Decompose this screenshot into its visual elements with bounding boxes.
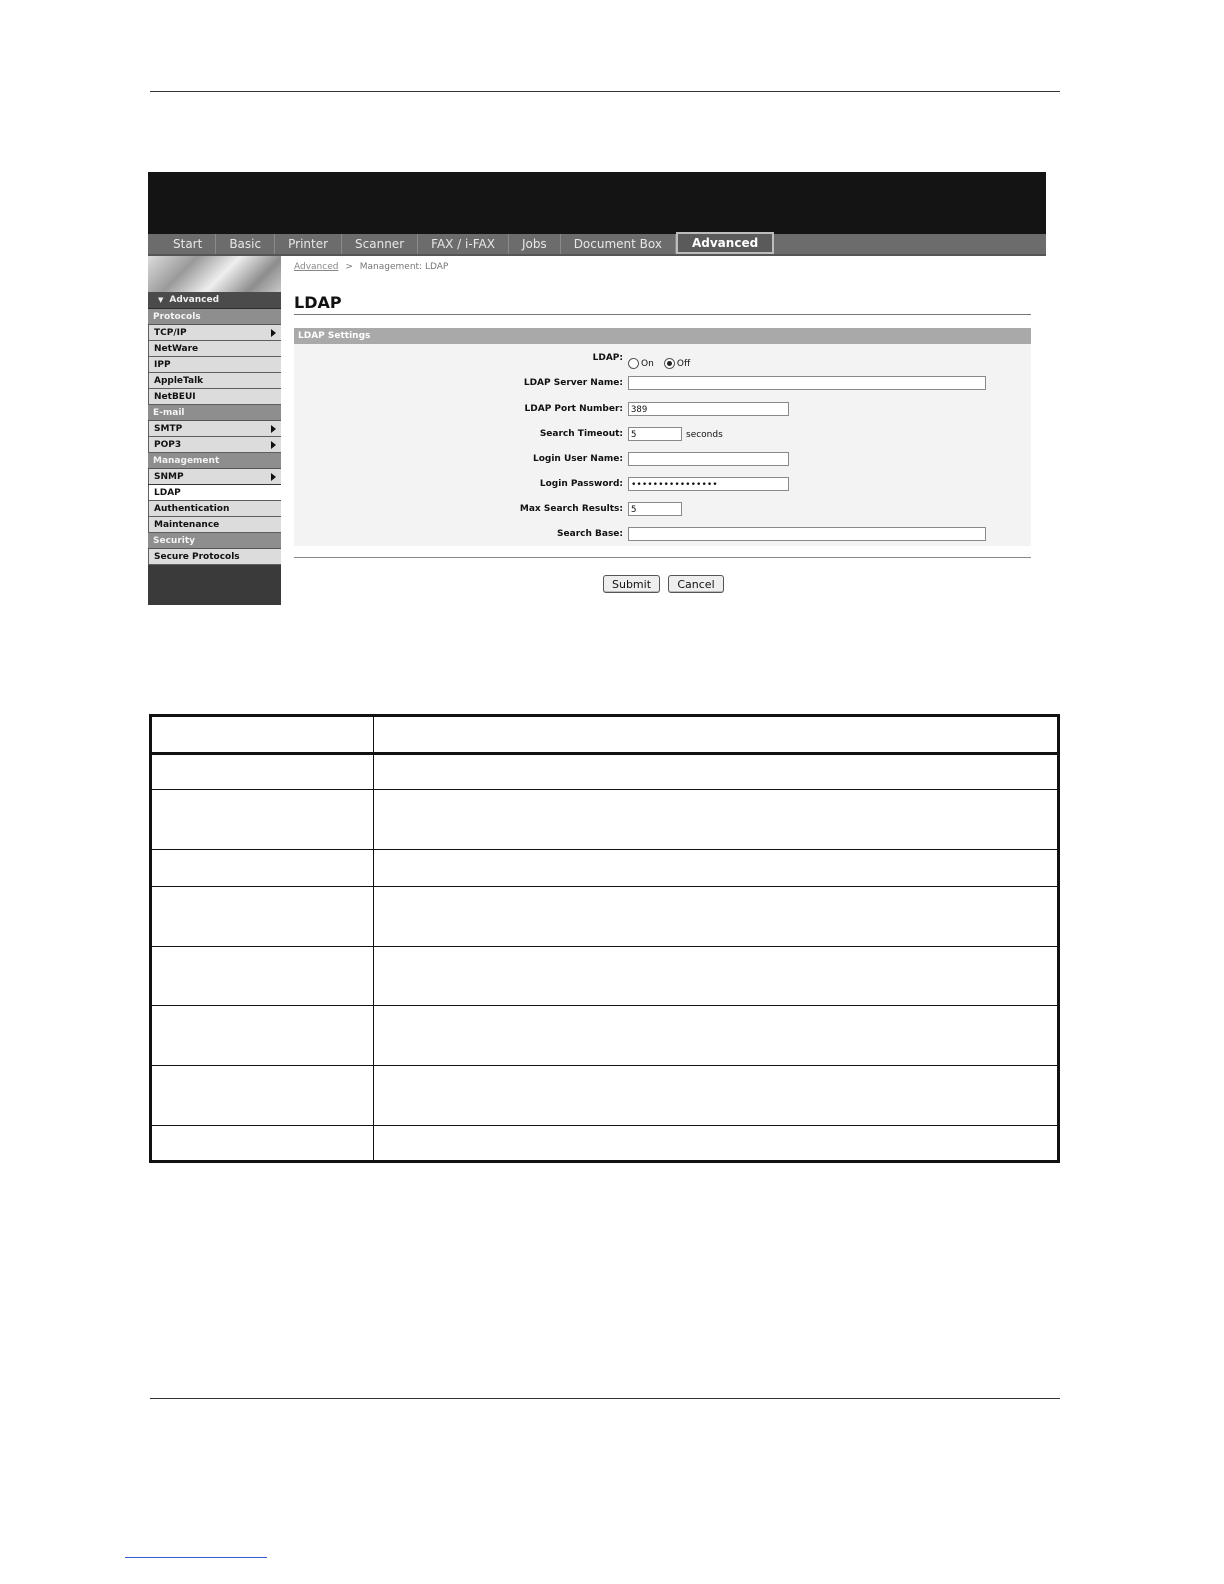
breadcrumb-current: Management: LDAP xyxy=(359,262,449,272)
header-rule xyxy=(150,91,1060,92)
sidebar-item-label: SNMP xyxy=(154,471,184,482)
chevron-right-icon xyxy=(271,441,276,449)
sidebar-item-label: NetWare xyxy=(154,343,199,354)
form-divider xyxy=(294,557,1031,558)
ldap-radio-group xyxy=(628,353,695,372)
tab-document-box[interactable]: Document Box xyxy=(561,234,676,254)
chevron-right-icon xyxy=(271,473,276,481)
sidebar-section-e-mail: E-mail xyxy=(148,405,281,421)
table-row-divider xyxy=(152,886,1057,887)
server-name-label: LDAP Server Name: xyxy=(523,378,623,388)
breadcrumb xyxy=(294,262,448,272)
sidebar-list xyxy=(148,309,281,565)
timeout-input[interactable]: 5 xyxy=(628,427,682,441)
ldap-off-radio[interactable] xyxy=(664,358,675,369)
tab-bar xyxy=(148,234,1046,256)
sidebar-logo xyxy=(148,256,281,292)
ldap-toggle-row xyxy=(294,350,1031,368)
sidebar-item-ipp[interactable] xyxy=(148,357,281,373)
max-results-label: Max Search Results: xyxy=(519,504,623,514)
max-results-row xyxy=(294,501,1031,519)
ldap-on-radio[interactable] xyxy=(628,358,639,369)
sidebar-item-pop3[interactable] xyxy=(148,437,281,453)
sidebar-item-netware[interactable] xyxy=(148,341,281,357)
sidebar-item-label: IPP xyxy=(154,359,171,370)
table-row-divider xyxy=(152,1125,1057,1126)
tab-printer[interactable]: Printer xyxy=(275,234,342,254)
sidebar-item-label: Authentication xyxy=(154,503,230,514)
password-row xyxy=(294,476,1031,494)
user-name-input[interactable] xyxy=(628,452,789,466)
tab-basic[interactable]: Basic xyxy=(216,234,275,254)
table-row-divider xyxy=(152,789,1057,790)
tab-start[interactable]: Start xyxy=(160,234,216,254)
port-input[interactable]: 389 xyxy=(628,402,789,416)
sidebar-item-label: AppleTalk xyxy=(154,375,204,386)
password-label: Login Password: xyxy=(539,479,623,489)
sidebar-item-ldap[interactable] xyxy=(148,485,281,501)
cancel-button[interactable]: Cancel xyxy=(668,575,724,593)
description-table xyxy=(149,714,1060,1163)
tab-scanner[interactable]: Scanner xyxy=(342,234,418,254)
port-row xyxy=(294,401,1031,419)
sidebar-section-management: Management xyxy=(148,453,281,469)
search-base-row xyxy=(294,526,1031,544)
footer-link-underline xyxy=(125,1557,267,1558)
chevron-right-icon xyxy=(271,329,276,337)
timeout-unit: seconds xyxy=(686,430,723,440)
port-label: LDAP Port Number: xyxy=(524,404,623,414)
sidebar-header[interactable] xyxy=(148,292,281,309)
ldap-screenshot xyxy=(148,172,1046,605)
main-content xyxy=(281,256,1046,605)
sidebar-item-authentication[interactable] xyxy=(148,501,281,517)
sidebar xyxy=(148,256,281,605)
ldap-settings-panel xyxy=(294,328,1031,546)
panel-title: LDAP Settings xyxy=(294,328,1031,344)
sidebar-item-smtp[interactable] xyxy=(148,421,281,437)
search-base-input[interactable] xyxy=(628,527,986,541)
table-row-divider xyxy=(152,1005,1057,1006)
table-row-divider xyxy=(152,849,1057,850)
sidebar-item-appletalk[interactable] xyxy=(148,373,281,389)
tab-jobs[interactable]: Jobs xyxy=(509,234,561,254)
sidebar-item-snmp[interactable] xyxy=(148,469,281,485)
triangle-down-icon: ▼ xyxy=(158,296,164,304)
tab-advanced[interactable]: Advanced xyxy=(676,232,774,254)
sidebar-item-netbeui[interactable] xyxy=(148,389,281,405)
title-divider xyxy=(294,314,1031,315)
sidebar-item-maintenance[interactable] xyxy=(148,517,281,533)
table-column-divider xyxy=(373,717,374,1160)
server-name-row xyxy=(294,375,1031,393)
sidebar-item-label: Secure Protocols xyxy=(154,551,240,562)
submit-button[interactable]: Submit xyxy=(603,575,660,593)
table-row-divider xyxy=(152,752,1057,755)
ldap-off-label: Off xyxy=(676,358,691,369)
chevron-right-icon xyxy=(271,425,276,433)
table-row-divider xyxy=(152,946,1057,947)
timeout-label: Search Timeout: xyxy=(539,429,623,439)
table-row-divider xyxy=(152,1065,1057,1066)
timeout-row xyxy=(294,426,1031,444)
breadcrumb-link-advanced[interactable]: Advanced xyxy=(294,262,339,272)
sidebar-item-label: LDAP xyxy=(154,487,181,498)
page-title: LDAP xyxy=(294,293,342,312)
search-base-label: Search Base: xyxy=(557,529,623,539)
ldap-label: LDAP: xyxy=(592,353,623,363)
banner xyxy=(148,172,1046,234)
sidebar-header-label: Advanced xyxy=(169,295,220,305)
sidebar-section-protocols: Protocols xyxy=(148,309,281,325)
breadcrumb-separator: > xyxy=(345,262,353,272)
sidebar-item-label: SMTP xyxy=(154,423,183,434)
user-name-label: Login User Name: xyxy=(532,454,623,464)
sidebar-item-label: NetBEUI xyxy=(154,391,196,402)
user-name-row xyxy=(294,451,1031,469)
sidebar-item-label: TCP/IP xyxy=(154,327,187,338)
sidebar-section-security: Security xyxy=(148,533,281,549)
password-input[interactable]: •••••••••••••••• xyxy=(628,477,789,491)
sidebar-item-tcp-ip[interactable] xyxy=(148,325,281,341)
ldap-on-label: On xyxy=(641,358,654,369)
max-results-input[interactable]: 5 xyxy=(628,502,682,516)
sidebar-item-label: POP3 xyxy=(154,439,182,450)
sidebar-item-secure-protocols[interactable] xyxy=(148,549,281,565)
sidebar-item-label: Maintenance xyxy=(154,519,220,530)
tab-fax-i-fax[interactable]: FAX / i-FAX xyxy=(418,234,509,254)
footer-rule xyxy=(150,1398,1060,1399)
server-name-input[interactable] xyxy=(628,376,986,390)
